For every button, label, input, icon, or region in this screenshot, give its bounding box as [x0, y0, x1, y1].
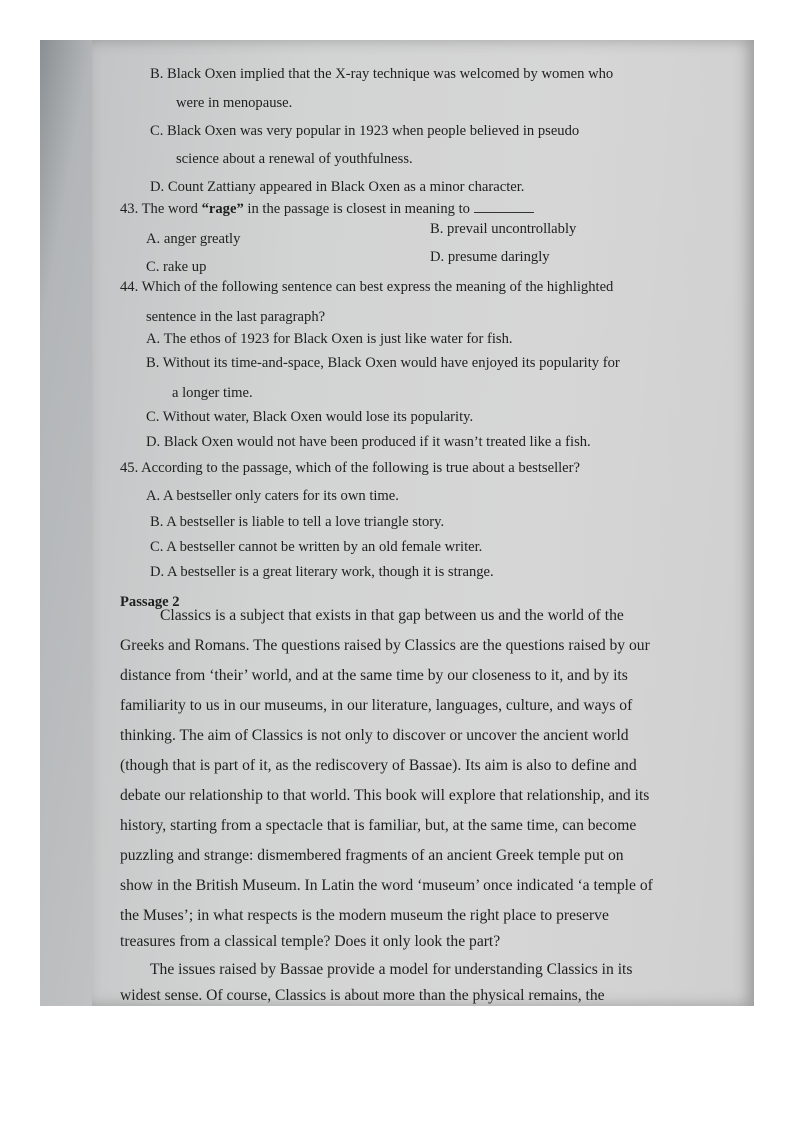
passage-title: Passage 2 — [120, 594, 180, 610]
passage-line-1: Classics is a subject that exists in that gap between us and the world of the — [160, 607, 624, 624]
q45-option-c: C. A bestseller cannot be written by an old female writer. — [150, 539, 483, 555]
passage-line-11: the Muses’; in what respects is the modern museum the right place to preserve — [120, 907, 609, 924]
answer-blank — [474, 211, 534, 213]
q45-option-d: D. A bestseller is a great literary work, though it is strange. — [150, 564, 494, 580]
passage-line-3: distance from ‘their’ world, and at the same time by our closeness to it, and by its — [120, 667, 628, 684]
passage-line-13: The issues raised by Bassae provide a model for understanding Classics in its — [150, 961, 633, 978]
q43-stem-before: 43. The word — [120, 201, 202, 217]
q42-option-c-line2: science about a renewal of youthfulness. — [176, 151, 413, 167]
passage-line-9: puzzling and strange: dismembered fragments of an ancient Greek temple put on — [120, 847, 624, 864]
passage-line-4: familiarity to us in our museums, in our literature, languages, culture, and ways of — [120, 697, 633, 714]
passage-line-6: (though that is part of it, as the rediscovery of Bassae). Its aim is also to define and — [120, 757, 637, 774]
q44-option-c: C. Without water, Black Oxen would lose its popularity. — [146, 409, 474, 425]
q44-stem-line1: 44. Which of the following sentence can best express the meaning of the highlighted — [120, 279, 614, 295]
q43-option-c: C. rake up — [146, 259, 207, 275]
q43-stem — [120, 200, 534, 218]
passage-line-14: widest sense. Of course, Classics is about more than the physical remains, the — [120, 987, 605, 1004]
q45-option-b: B. A bestseller is liable to tell a love triangle story. — [150, 514, 445, 530]
q42-option-b-line2: were in menopause. — [176, 95, 293, 111]
passage-line-10: show in the British Museum. In Latin the word ‘museum’ once indicated ‘a temple of — [120, 877, 653, 894]
passage-line-5: thinking. The aim of Classics is not only to discover or uncover the ancient world — [120, 727, 629, 744]
passage-line-12: treasures from a classical temple? Does it only look the part? — [120, 933, 501, 950]
passage-line-8: history, starting from a spectacle that is familiar, but, at the same time, can become — [120, 817, 637, 834]
q42-option-c-line1: C. Black Oxen was very popular in 1923 when people believed in pseudo — [150, 123, 580, 139]
q43-stem-word: “rage” — [201, 201, 244, 217]
q42-option-d: D. Count Zattiany appeared in Black Oxen as a minor character. — [150, 179, 525, 195]
q45-option-a: A. A bestseller only caters for its own time. — [146, 488, 399, 504]
q44-option-b-line2: a longer time. — [172, 385, 253, 401]
q43-option-a: A. anger greatly — [146, 231, 241, 247]
q45-stem: 45. According to the passage, which of the following is true about a bestseller? — [120, 460, 580, 476]
q44-stem-line2: sentence in the last paragraph? — [146, 309, 326, 325]
q43-option-b: B. prevail uncontrollably — [430, 221, 577, 237]
q43-option-d: D. presume daringly — [430, 249, 550, 265]
document-photo — [40, 40, 754, 1006]
q44-option-d: D. Black Oxen would not have been produced if it wasn’t treated like a fish. — [146, 434, 591, 450]
passage-line-2: Greeks and Romans. The questions raised by Classics are the questions raised by our — [120, 637, 650, 654]
passage-line-7: debate our relationship to that world. This book will explore that relationship, and its — [120, 787, 650, 804]
q43-stem-after: in the passage is closest in meaning to — [243, 201, 470, 217]
q44-option-a: A. The ethos of 1923 for Black Oxen is just like water for fish. — [146, 331, 513, 347]
q42-option-b-line1: B. Black Oxen implied that the X-ray technique was welcomed by women who — [150, 66, 614, 82]
q44-option-b-line1: B. Without its time-and-space, Black Oxen would have enjoyed its popularity for — [146, 355, 620, 371]
